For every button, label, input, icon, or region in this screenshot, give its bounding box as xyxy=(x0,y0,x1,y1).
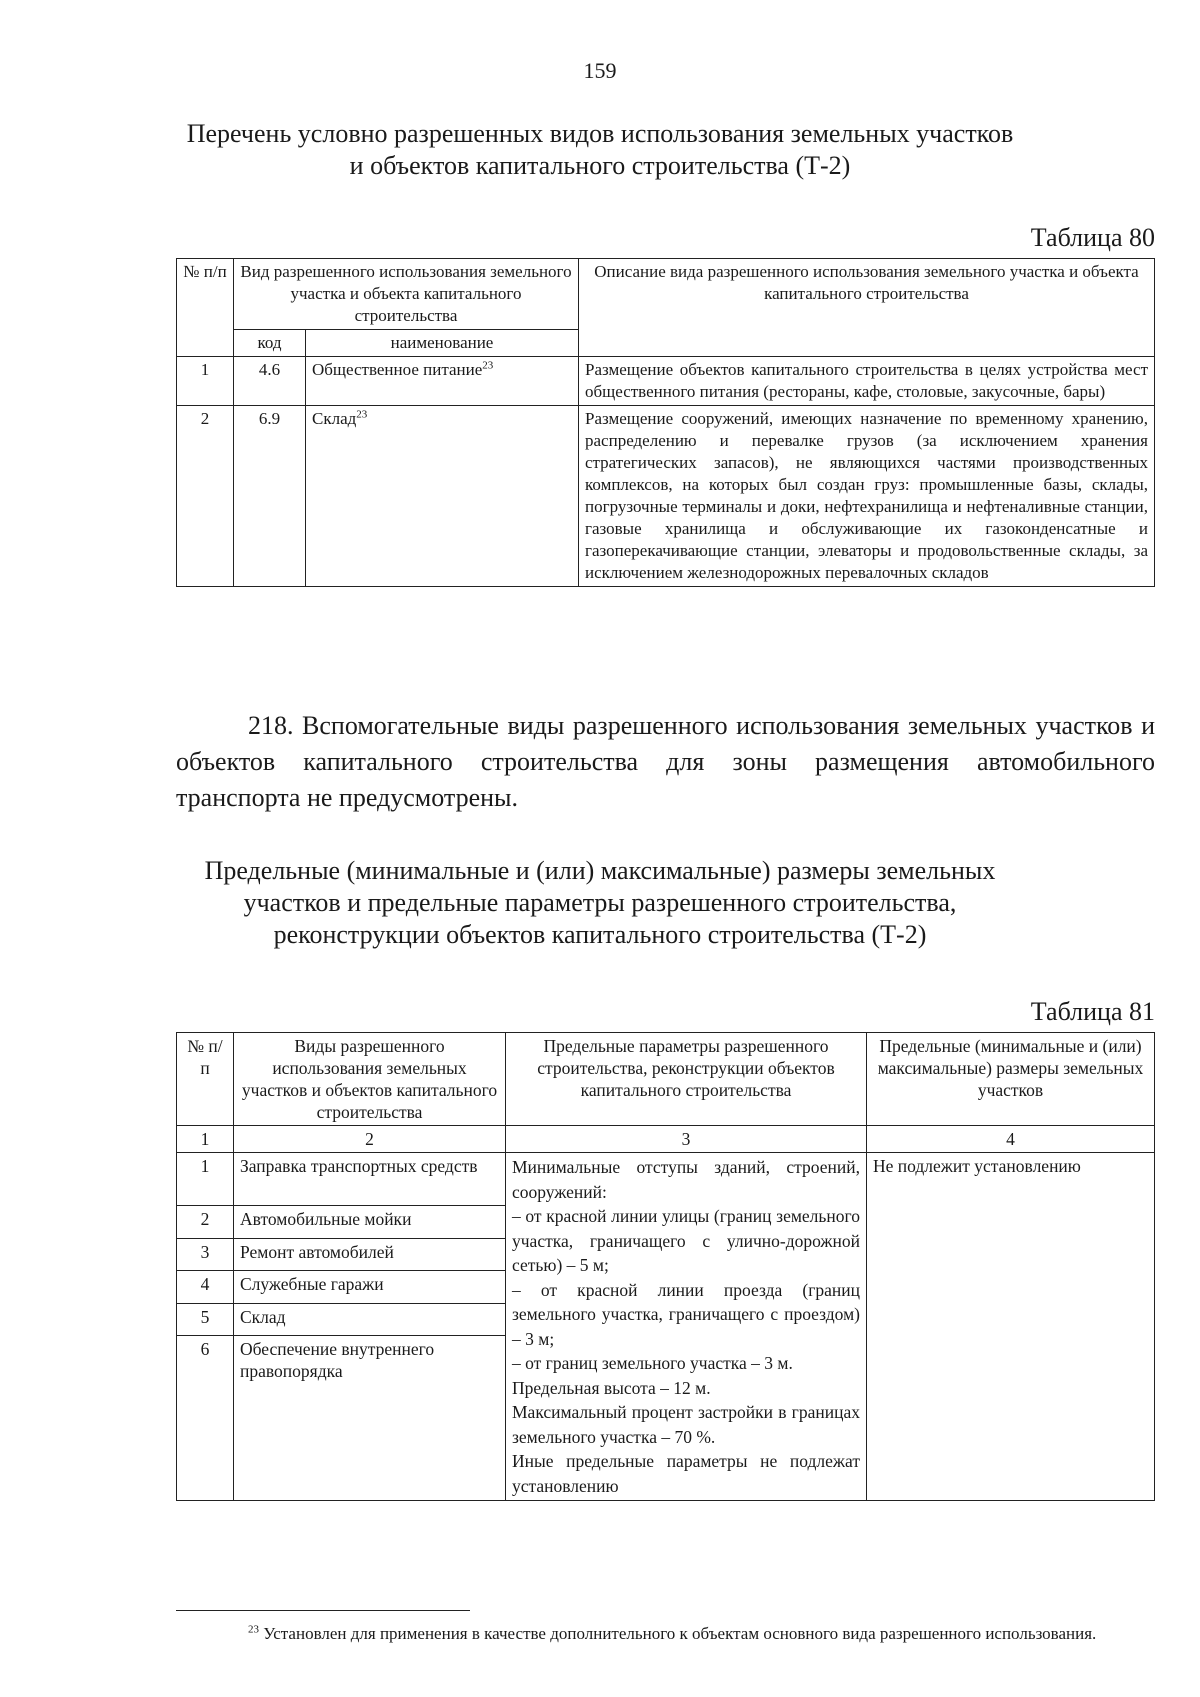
row-description: Размещение сооружений, имеющих назначение по временному хранению, распределению и перевалке грузов (за исключением хранения стратегических запасов), не являющихся частями производственных комплексов, на которых был создан груз: промышленные базы, склады, погрузочные терминалы и доки, нефтехранилища и нефтеналивные станции, газовые хранилища и обслуживающие их газоконденсатные и газоперекачивающие станции, элеваторы и продовольственные склады, за исключением железнодорожных перевалочных складов xyxy=(579,406,1155,587)
params-line: Иные предельные параметры не подлежат установлению xyxy=(512,1451,860,1496)
params-cell xyxy=(506,1153,867,1501)
table-row xyxy=(177,1153,1155,1206)
column-number: 1 xyxy=(177,1126,234,1153)
header-code: код xyxy=(234,330,306,357)
params-line: – от границ земельного участка – 3 м. xyxy=(512,1353,793,1373)
footnote xyxy=(176,1622,1155,1645)
params-line: – от красной линии улицы (границ земельного участка, граничащего с улично-дорожной сетью) – 5 м; xyxy=(512,1206,860,1275)
column-number: 4 xyxy=(867,1126,1155,1153)
paragraph-218: 218. Вспомогательные виды разрешенного использования земельных участков и объектов капитального строительства для зоны размещения автомобильного транспорта не предусмотрены. xyxy=(176,711,1155,812)
header-name: наименование xyxy=(306,330,579,357)
header-num: № п/п xyxy=(177,1033,234,1126)
table-row xyxy=(177,357,1155,406)
row-kind: Ремонт автомобилей xyxy=(234,1238,506,1271)
header-sizes: Предельные (минимальные и (или) максимальные) размеры земельных участков xyxy=(867,1033,1155,1126)
section-heading xyxy=(0,855,1200,951)
heading-line: Перечень условно разрешенных видов использования земельных участков xyxy=(186,119,1014,148)
heading-line: и объектов капитального строительства (Т-2) xyxy=(349,151,851,180)
heading-line: реконструкции объектов капитального строительства (Т-2) xyxy=(273,920,927,949)
row-code: 6.9 xyxy=(234,406,306,587)
row-num: 4 xyxy=(177,1271,234,1304)
row-kind: Автомобильные мойки xyxy=(234,1206,506,1239)
row-num: 1 xyxy=(177,1153,234,1206)
row-code: 4.6 xyxy=(234,357,306,406)
header-params: Предельные параметры разрешенного строительства, реконструкции объектов капитального строительства xyxy=(506,1033,867,1126)
row-kind: Склад xyxy=(234,1303,506,1336)
row-kind: Обеспечение внутреннего правопорядка xyxy=(234,1336,506,1501)
table-header-row xyxy=(177,1033,1155,1126)
row-kind: Заправка транспортных средств xyxy=(234,1153,506,1206)
table-81 xyxy=(176,1032,1155,1501)
row-name: Склад xyxy=(312,409,357,428)
section-heading xyxy=(0,118,1200,182)
footnote-ref: 23 xyxy=(356,408,368,421)
column-number: 2 xyxy=(234,1126,506,1153)
params-line: Минимальные отступы зданий, строений, сооружений: xyxy=(512,1157,860,1202)
row-num: 2 xyxy=(177,406,234,587)
sizes-cell: Не подлежит установлению xyxy=(867,1153,1155,1501)
params-line: Предельная высота – 12 м. xyxy=(512,1377,711,1398)
row-num: 2 xyxy=(177,1206,234,1239)
row-num: 3 xyxy=(177,1238,234,1271)
table-caption: Таблица 81 xyxy=(1030,997,1155,1026)
footnote-divider xyxy=(176,1610,470,1611)
table-row xyxy=(177,406,1155,587)
column-numbers-row xyxy=(177,1126,1155,1153)
heading-line: Предельные (минимальные и (или) максимальные) размеры земельных xyxy=(204,856,996,885)
footnote-text: Установлен для применения в качестве дополнительного к объектам основного вида разрешенного использования. xyxy=(263,1624,1097,1643)
heading-line: участков и предельные параметры разрешенного строительства, xyxy=(243,888,957,917)
row-name-cell xyxy=(306,406,579,587)
header-kind: Вид разрешенного использования земельного участка и объекта капитального строительства xyxy=(234,259,579,330)
header-num: № п/п xyxy=(177,259,234,357)
params-line: Максимальный процент застройки в границах земельного участка – 70 %. xyxy=(512,1402,860,1447)
row-name-cell xyxy=(306,357,579,406)
footnote-marker: 23 xyxy=(248,1623,259,1636)
row-name: Общественное питание xyxy=(312,360,483,379)
row-num: 6 xyxy=(177,1336,234,1501)
table-80 xyxy=(176,258,1155,587)
column-number: 3 xyxy=(506,1126,867,1153)
table-caption: Таблица 80 xyxy=(1030,223,1155,252)
header-description: Описание вида разрешенного использования земельного участка и объекта капитального строительства xyxy=(579,259,1155,357)
row-description: Размещение объектов капитального строительства в целях устройства мест общественного питания (рестораны, кафе, столовые, закусочные, бары) xyxy=(579,357,1155,406)
page-number: 159 xyxy=(583,58,617,83)
footnote-ref: 23 xyxy=(482,359,494,372)
table-header-row xyxy=(177,259,1155,330)
row-num: 1 xyxy=(177,357,234,406)
header-kinds: Виды разрешенного использования земельных участков и объектов капитального строительства xyxy=(234,1033,506,1126)
params-line: – от красной линии проезда (границ земельного участка, граничащего с проездом) – 3 м; xyxy=(512,1279,860,1349)
row-kind: Служебные гаражи xyxy=(234,1271,506,1304)
row-num: 5 xyxy=(177,1303,234,1336)
